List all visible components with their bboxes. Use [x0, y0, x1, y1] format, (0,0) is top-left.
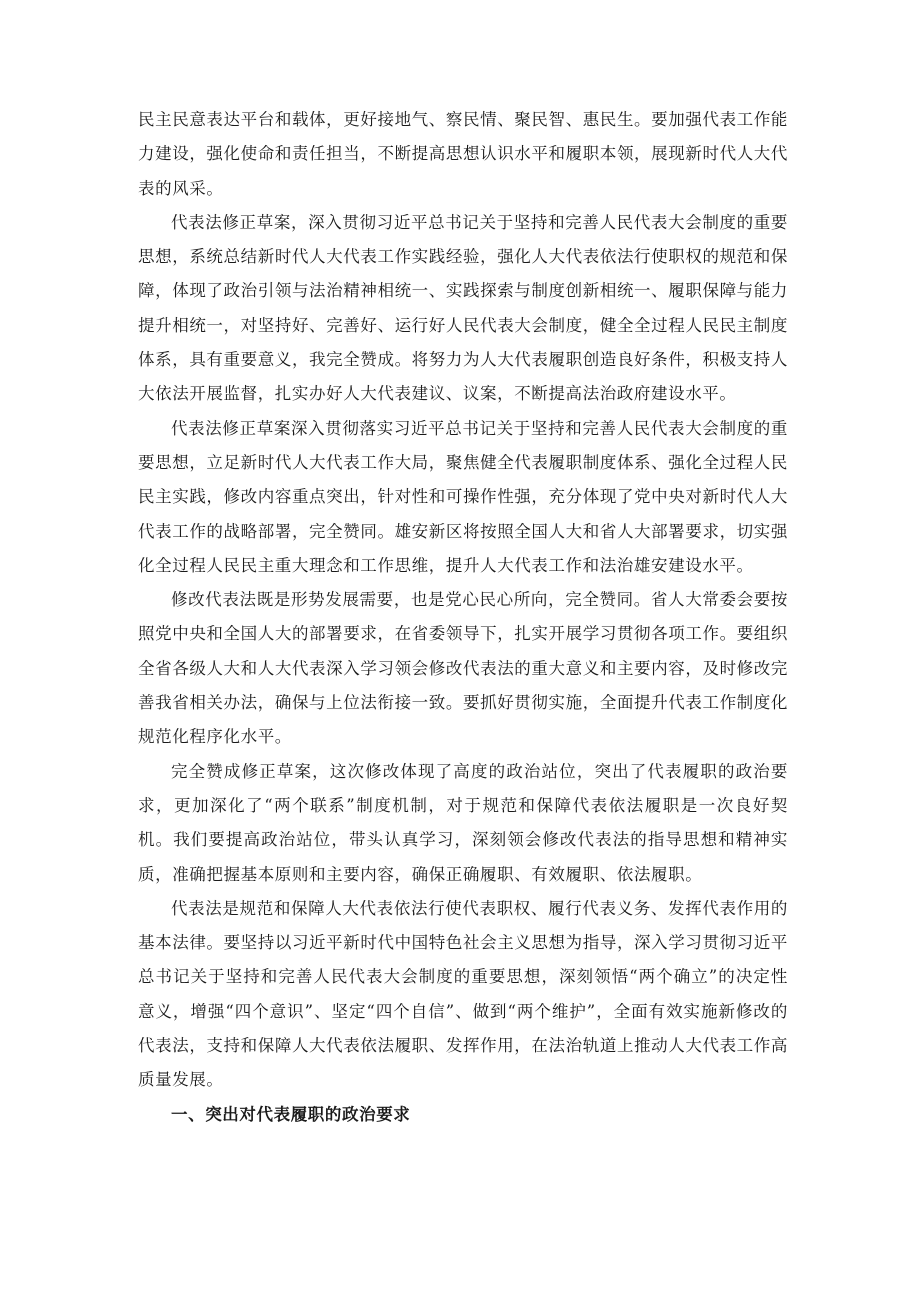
section-heading: 一、突出对代表履职的政治要求 [171, 1104, 411, 1124]
paragraph: 代表法修正草案，深入贯彻习近平总书记关于坚持和完善人民代表大会制度的重要思想，系统总结新时代人大代表工作实践经验，强化人大代表依法行使职权的规范和保障，体现了政治引领与法治精神相统一、实践探索与制度创新相统一、履职保障与能力提升相统一，对坚持好、完善好、运行好人民代表大会制度，健全全过程人民民主制度体系，具有重要意义，我完全赞成。将努力为人大代表履职创造良好条件，积极支持人大依法开展监督，扎实办好人大代表建议、议案，不断提高法治政府建设水平。 [138, 212, 788, 404]
document-body [138, 103, 788, 1132]
paragraph: 代表法是规范和保障人大代表依法行使代表职权、履行代表义务、发挥代表作用的基本法律。要坚持以习近平新时代中国特色社会主义思想为指导，深入学习贯彻习近平总书记关于坚持和完善人民代表大会制度的重要思想，深刻领悟“两个确立”的决定性意义，增强“四个意识”、坚定“四个自信”、做到“两个维护”，全面有效实施新修改的代表法，支持和保障人大代表依法履职、发挥作用，在法治轨道上推动人大代表工作高质量发展。 [138, 898, 788, 1090]
paragraph: 修改代表法既是形势发展需要，也是党心民心所向，完全赞同。省人大常委会要按照党中央和全国人大的部署要求，在省委领导下，扎实开展学习贯彻各项工作。要组织全省各级人大和人大代表深入学习领会修改代表法的重大意义和主要内容，及时修改完善我省相关办法，确保与上位法衔接一致。要抓好贯彻实施，全面提升代表工作制度化规范化程序化水平。 [138, 590, 788, 747]
paragraph: 代表法修正草案深入贯彻落实习近平总书记关于坚持和完善人民代表大会制度的重要思想，立足新时代人大代表工作大局，聚焦健全代表履职制度体系、强化全过程人民民主实践，修改内容重点突出，针对性和可操作性强，充分体现了党中央对新时代人大代表工作的战略部署，完全赞同。雄安新区将按照全国人大和省人大部署要求，切实强化全过程人民民主重大理念和工作思维，提升人大代表工作和法治雄安建设水平。 [138, 418, 788, 575]
paragraph-continued: 民主民意表达平台和载体，更好接地气、察民情、聚民智、惠民生。要加强代表工作能力建设，强化使命和责任担当，不断提高思想认识水平和履职本领，展现新时代人大代表的风采。 [138, 110, 788, 198]
paragraph: 完全赞成修正草案，这次修改体现了高度的政治站位，突出了代表履职的政治要求，更加深化了“两个联系”制度机制，对于规范和保障代表依法履职是一次良好契机。我们要提高政治站位，带头认真学习，深刻领会修改代表法的指导思想和精神实质，准确把握基本原则和主要内容，确保正确履职、有效履职、依法履职。 [138, 761, 788, 884]
